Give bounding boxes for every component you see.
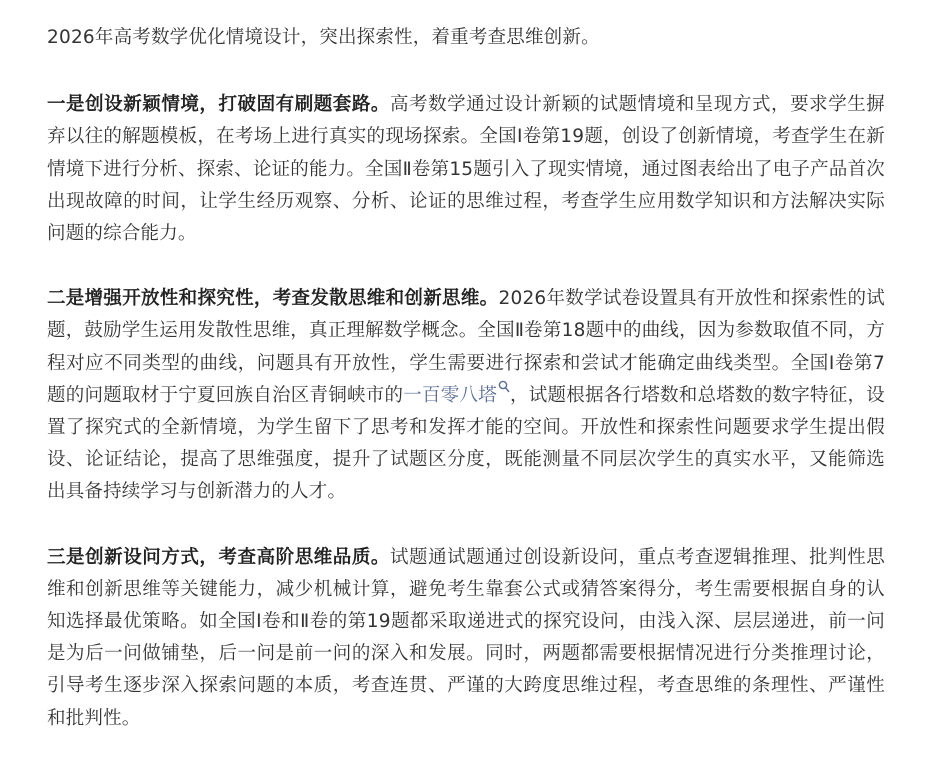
search-link-108-pagodas[interactable] [403,385,510,406]
section-paragraph-3 [47,542,885,735]
section-lead-3: 三是创新设问方式，考查高阶思维品质。 [47,546,390,568]
intro-paragraph: 2026年高考数学优化情境设计，突出探索性，着重考查思维创新。 [47,27,600,48]
section-lead-2: 二是增强开放性和探究性，考查发散思维和创新思维。 [47,288,499,310]
section-body-2-before-link: 2026年数学试卷设置具有开放性和探索性的试题，鼓励学生运用发散性思维，真正理解数学概念。全国Ⅱ卷第18题中的曲线，因为参数取值不同，方程对应不同类型的曲线，问题具有开放性，学生需要进行探索和尝试才能确定曲线类型。全国Ⅰ卷第7题的问题取材于宁夏回族自治区青铜峡市的 [47,288,885,406]
section-lead-1: 一是创设新颖情境，打破固有刷题套路。 [47,94,390,116]
section-body-3: 试题通试题通过创设新设问，重点考查逻辑推理、批判性思维和创新思维等关键能力，减少机械计算，避免考生靠套公式或猜答案得分，考生需要根据自身的认知选择最优策略。如全国Ⅰ卷和Ⅱ卷的第19题都采取递进式的探究设问，由浅入深、层层递进，前一问是为后一问做铺垫，后一问是前一问的深入和发展。同时，两题都需要根据情况进行分类推理讨论，引导考生逐步深入探索问题的本质，考查连贯、严谨的大跨度思维过程，考查思维的条理性、严谨性和批判性。 [47,546,886,729]
search-icon [498,380,510,394]
search-link-text: 一百零八塔 [403,384,497,406]
section-paragraph-1 [47,89,885,250]
section-body-2-after-link: ，试题根据各行塔数和总塔数的数字特征，设置了探究式的全新情境，为学生留下了思考和发挥才能的空间。开放性和探索性问题要求学生提出假设、论证结论，提高了思维强度，提升了试题区分度，既能测量不同层次学生的真实水平，又能筛选出具备持续学习与创新潜力的人才。 [47,384,885,503]
section-body-1: 高考数学通过设计新颖的试题情境和呈现方式，要求学生摒弃以往的解题模板，在考场上进行真实的现场探索。全国Ⅰ卷第19题，创设了创新情境，考查学生在新情境下进行分析、探索、论证的能力。全国Ⅱ卷第15题引入了现实情境，通过图表给出了电子产品首次出现故障的时间，让学生经历观察、分析、论证的思维过程，考查学生应用数学知识和方法解决实际问题的综合能力。 [47,94,886,245]
section-paragraph-2 [47,283,885,508]
